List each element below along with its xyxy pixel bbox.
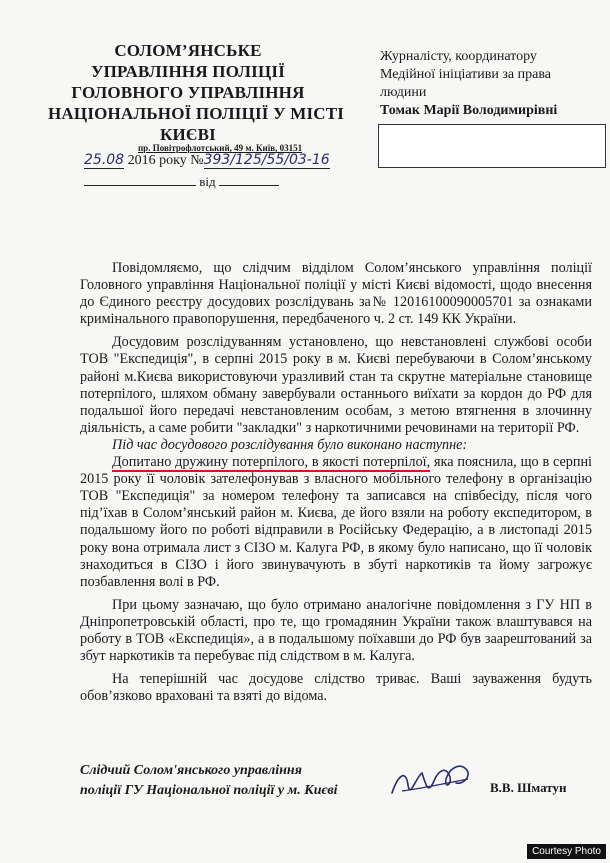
signatory-title [80,761,337,801]
addressee-line: Журналісту, координатору [380,49,537,64]
org-line: КИЄВІ [159,125,217,144]
org-address: пр. Повітрофлотський, 49 м. Київ, 03151 [138,143,303,153]
paragraph: При цьому зазначаю, що було отримано аналогічне повідомлення з ГУ НП в Дніпропетровській області, про те, що громадянин України також влаштувався на роботу в ТОВ «Експедиція», а в подальшому поїхавши до РФ був заарештований за збут наркотиків та перебуває під слідством в м. Калуга. [80,596,592,665]
addressee-block [380,48,610,120]
signatory-title-line: поліції ГУ Національної поліції у м. Києві [80,783,338,798]
reg-number: 393/125/55/03-16 [203,152,330,168]
highlighted-phrase: Допитано дружину потерпілого, в якості потерпілої, [112,454,431,471]
letter-body [80,260,592,705]
signatory-name: В.В. Шматун [490,780,567,795]
addressee-line: Медійної ініціативи за права [380,67,551,82]
paragraph: На теперішній час досудове слідство триває. Ваші зауваження будуть обов’язково враховані та взяті до відома. [80,671,592,705]
org-line: СОЛОМ’ЯНСЬКЕ [114,41,262,60]
vid-label: від [199,174,216,189]
organization-header [48,40,345,145]
blank-line [84,173,196,186]
reg-year-text: 2016 року № [127,153,204,168]
addressee-name: Томак Марії Володимирівні [380,103,558,118]
org-line: НАЦІОНАЛЬНОЇ ПОЛІЦІЇ У МІСТІ [48,104,345,123]
redacted-box [378,124,606,168]
paragraph-italic: Під час досудового розслідування було виконано наступне: [112,436,468,453]
reg-date: 25.08 [84,152,125,168]
paragraph-text: яка пояснила, що в серпні 2015 року її чоловік зателефонував з власного мобільного телефону в організацію ТОВ "Експедиція" за номером телефону та записався на співбесіду, після чого під’їхав в Солом’янський район м. Києва, де його взяли на роботу експедитором, в подальшому його по роботі відправили в Російську Федерацію, а в листопаді 2015 року вона отримала лист з СІЗО м. Калуга РФ, в якому було написано, що її чоловік знаходиться в СІЗО і його звинувачують в збуті наркотиків та йому загрожує позбавлення волі в РФ. [80,454,592,590]
addressee-line: людини [380,85,427,100]
org-line: УПРАВЛІННЯ ПОЛІЦІЇ [90,62,286,81]
signatory-title-line: Слідчий Солом'янського управління [80,763,302,778]
paragraph: Досудовим розслідуванням установлено, що невстановлені службові особи ТОВ "Експедиція", в серпні 2015 року в м. Києві перебуваючи в Солом’янському районі м.Києва використовуючи уразливий стан та скрутне матеріальне становище потерпілого, шляхом обману завербували останнього виїхати за кордон до РФ для подальшої його передачі невстановленим особам, з метою втягнення в злочинну діяльність, а саме робити "закладки" з наркотичними речовинами на території РФ. [80,334,592,436]
registration-line [84,152,330,169]
blank-line [219,173,279,186]
vid-line [84,173,279,190]
paragraph [80,454,592,591]
handwritten-signature [388,755,478,805]
paragraph: Повідомляємо, що слідчим відділом Солом’янського управління поліції Головного управління Національної поліції у місті Києві відомості, щодо внесення до Єдиного реєстру досудових розслідувань за№ 12016100090005701 за ознаками кримінального правопорушення, передбаченого ч. 2 ст. 149 КК України. [80,260,592,328]
photo-credit: Courtesy Photo [527,844,606,859]
org-line: ГОЛОВНОГО УПРАВЛІННЯ [71,83,305,102]
